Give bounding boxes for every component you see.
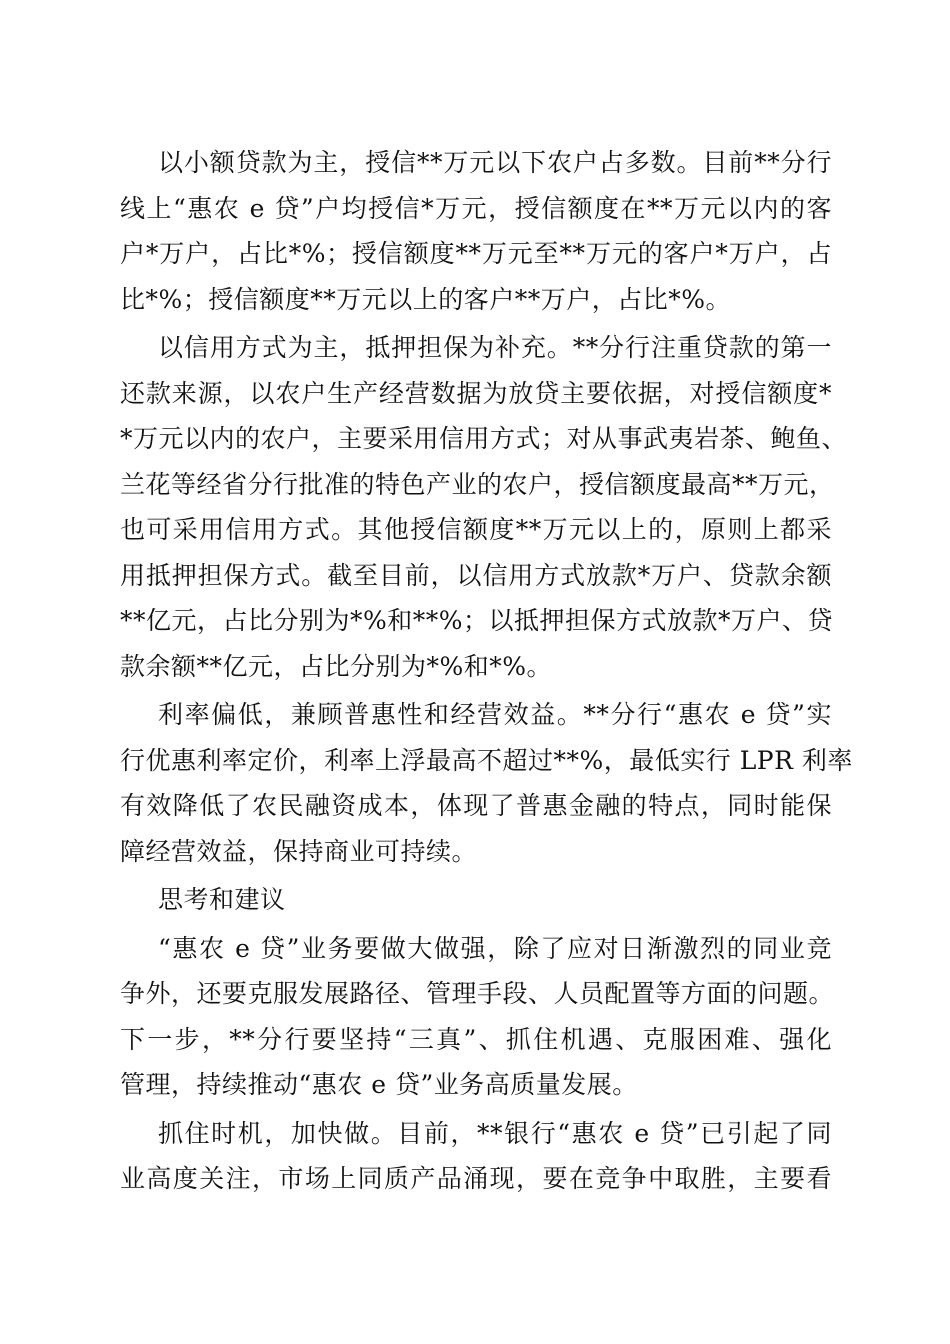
text-line: 障经营效益，保持商业可持续。	[120, 836, 478, 866]
paragraph-development	[120, 926, 835, 1108]
section-heading: 思考和建议	[158, 885, 286, 914]
paragraph-seize-opportunity	[120, 1111, 832, 1202]
text-line: 业高度关注，市场上同质产品涌现，要在竞争中取胜，主要看	[120, 1164, 832, 1193]
text-line: 以信用方式为主，抵押担保为补充。**分行注重贷款的第一	[158, 333, 832, 362]
text-line: “惠农 e 贷”业务要做大做强，除了应对日渐激烈的同业竞	[158, 933, 832, 963]
text-line: 管理，持续推动“惠农 e 贷”业务高质量发展。	[120, 1070, 638, 1099]
text-line: 抓住时机，加快做。目前，**银行“惠农 e 贷”已引起了同	[158, 1118, 832, 1148]
text-line: 行优惠利率定价，利率上浮最高不超过**%，最低实行 LPR 利率	[120, 745, 853, 775]
text-line: 利率偏低，兼顾普惠性和经营效益。**分行“惠农 e 贷”实	[158, 700, 832, 729]
text-line: 比*%；授信额度**万元以上的客户**万户，占比*%。	[120, 284, 732, 314]
text-line: 有效降低了农民融资成本，体现了普惠金融的特点，同时能保	[120, 791, 832, 820]
text-line: 户*万户，占比*%；授信额度**万元至**万元的客户*万户，占	[120, 239, 832, 268]
section-heading-suggestions	[120, 877, 832, 923]
text-line: **亿元，占比分别为*%和**%；以抵押担保方式放款*万户、贷	[120, 606, 834, 635]
text-line: 还款来源，以农户生产经营数据为放贷主要依据，对授信额度*	[120, 378, 832, 408]
text-line: *万元以内的农户，主要采用信用方式；对从事武夷岩茶、鲍鱼、	[120, 424, 848, 453]
text-line: 争外，还要克服发展路径、管理手段、人员配置等方面的问题。	[120, 979, 835, 1008]
text-line: 款余额**亿元，占比分别为*%和*%。	[120, 651, 553, 681]
text-line: 下一步，**分行要坚持“三真”、抓住机遇、克服困难、强化	[120, 1024, 832, 1054]
text-line: 以小额贷款为主，授信**万元以下农户占多数。目前**分行	[158, 148, 832, 177]
paragraph-small-loans	[120, 140, 832, 322]
text-line: 兰花等经省分行批准的特色产业的农户，授信额度最高**万元，	[120, 469, 835, 499]
document-body	[120, 140, 853, 1202]
paragraph-credit-method	[120, 325, 848, 689]
text-line: 线上“惠农 e 贷”户均授信*万元，授信额度在**万元以内的客	[120, 193, 832, 223]
paragraph-interest-rate	[120, 692, 853, 874]
text-line: 用抵押担保方式。截至目前，以信用方式放款*万户、贷款余额	[120, 560, 832, 590]
text-line: 也可采用信用方式。其他授信额度**万元以上的，原则上都采	[120, 515, 832, 544]
